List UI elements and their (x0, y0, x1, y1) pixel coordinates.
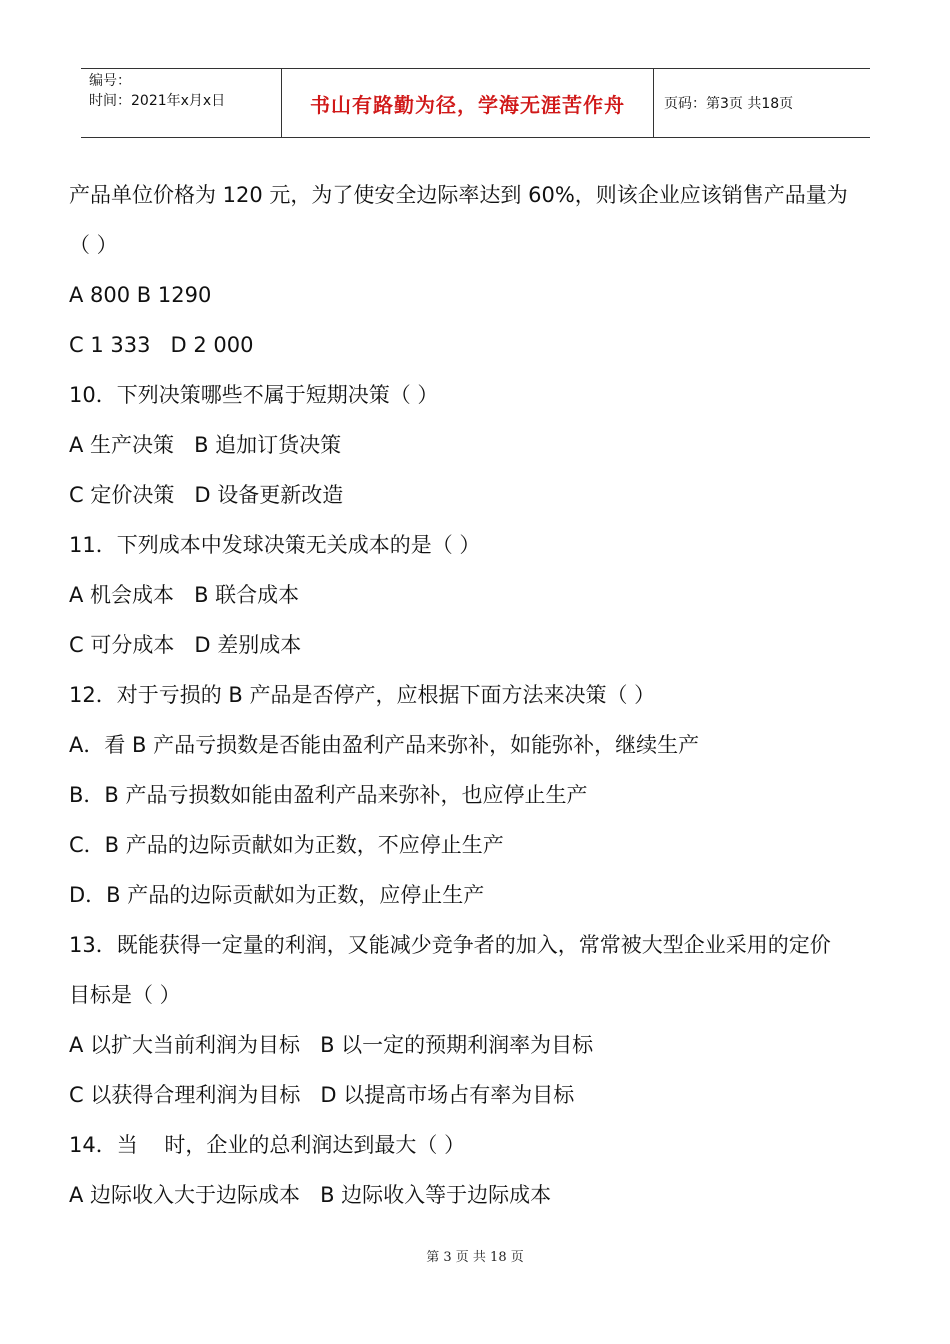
number-label: 编号： (89, 73, 131, 89)
text-line: A．看 B 产品亏损数是否能由盈利产品来弥补，如能弥补，继续生产 (69, 733, 700, 757)
question-12: 12．对于亏损的 B 产品是否停产，应根据下面方法来决策（ ） (69, 683, 656, 707)
text-line: 目标是（ ） (69, 983, 181, 1007)
motto-text: 书山有路勤为径，学海无涯苦作舟 (310, 92, 625, 117)
question-body (69, 170, 889, 1220)
header-motto-cell (281, 69, 654, 137)
text-line: （ ） (69, 233, 118, 257)
document-header (81, 68, 870, 138)
text-line: A 生产决策 B 追加订货决策 (69, 433, 342, 457)
text-line: C 以获得合理利润为目标 D 以提高市场占有率为目标 (69, 1083, 575, 1107)
text-line: D．B 产品的边际贡献如为正数，应停止生产 (69, 883, 485, 907)
text-line: A 机会成本 B 联合成本 (69, 583, 300, 607)
text-line: 产品单位价格为 120 元，为了使安全边际率达到 60%，则该企业应该销售产品量为 (69, 183, 848, 207)
text-line: B．B 产品亏损数如能由盈利产品来弥补，也应停止生产 (69, 783, 588, 807)
text-line: C 可分成本 D 差别成本 (69, 633, 302, 657)
text-line: C 定价决策 D 设备更新改造 (69, 483, 344, 507)
question-11: 11．下列成本中发球决策无关成本的是（ ） (69, 533, 481, 557)
text-line: A 800 B 1290 (69, 283, 212, 307)
question-14: 14．当 时，企业的总利润达到最大（ ） (69, 1133, 466, 1157)
text-line: C 1 333 D 2 000 (69, 333, 254, 357)
time-label: 时间：2021年x月x日 (89, 93, 226, 109)
text-line: C．B 产品的边际贡献如为正数，不应停止生产 (69, 833, 504, 857)
text-line: A 以扩大当前利润为目标 B 以一定的预期利润率为目标 (69, 1033, 594, 1057)
page-footer: 第 3 页 共 18 页 (426, 1250, 524, 1265)
question-13: 13．既能获得一定量的利润，又能减少竞争者的加入，常常被大型企业采用的定价 (69, 933, 831, 957)
page-info: 页码：第3页 共18页 (664, 96, 794, 112)
header-page-cell (654, 69, 870, 137)
header-meta (81, 69, 281, 137)
text-line: A 边际收入大于边际成本 B 边际收入等于边际成本 (69, 1183, 552, 1207)
question-10: 10．下列决策哪些不属于短期决策（ ） (69, 383, 439, 407)
